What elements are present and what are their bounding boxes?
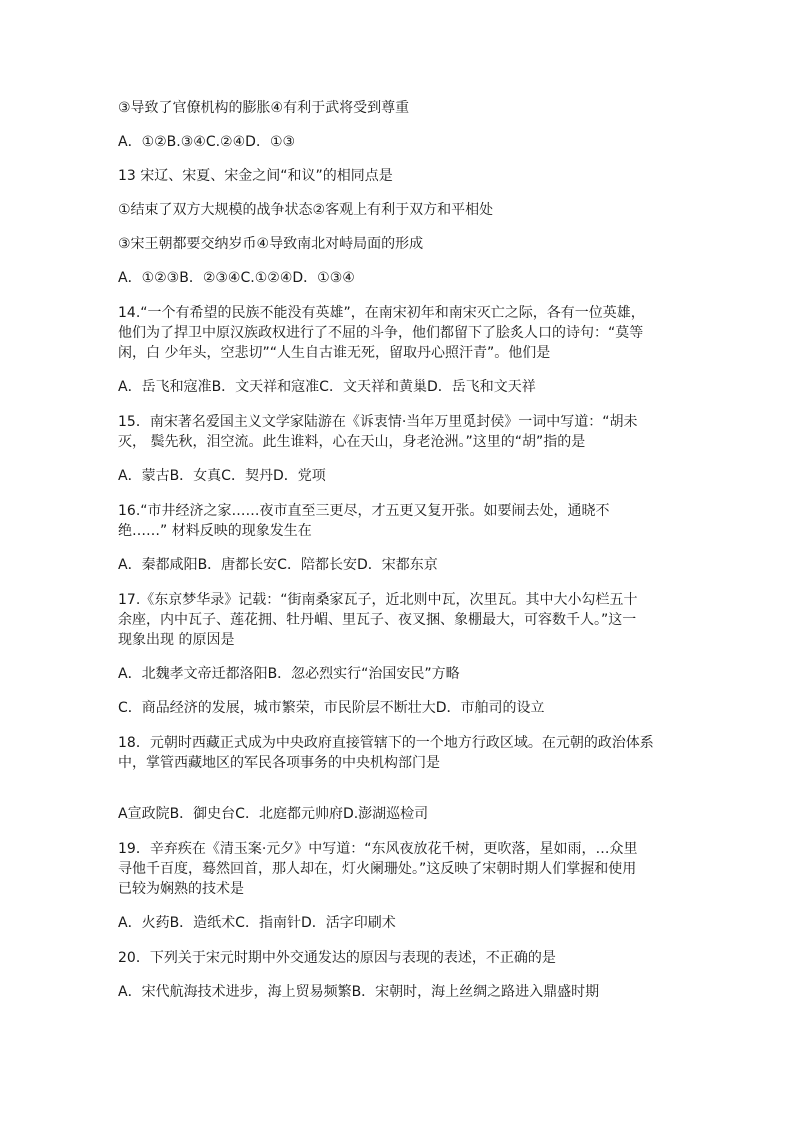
answer-options: A．①②B.③④C.②④D．①③ <box>118 134 296 150</box>
text-line: 闲，白 少年头，空悲切”“人生自古谁无死，留取丹心照汗青”。他们是 <box>118 345 551 361</box>
text-line: 绝……” 材料反映的现象发生在 <box>118 523 312 539</box>
answer-options: A．岳飞和寇准B．文天祥和寇准C．文天祥和黄巢D．岳飞和文天祥 <box>118 379 536 395</box>
question-14: 14.“一个有希望的民族不能没有英雄”，在南宋初年和南宋灭亡之际，各有一位英雄， <box>118 305 645 321</box>
text-line: 现象出现 的原因是 <box>118 632 235 648</box>
text-line: 中，掌管西藏地区的军民各项事务的中央机构部门是 <box>118 755 440 771</box>
text-line: 寻他千百度，蓦然回首，那人却在，灯火阑珊处。”这反映了宋朝时期人们掌握和使用 <box>118 861 637 877</box>
answer-options: A．秦都咸阳B．唐都长安C．陪都长安D．宋都东京 <box>118 557 438 573</box>
answer-options: C．商品经济的发展，城市繁荣，市民阶层不断壮大D．市舶司的设立 <box>118 700 545 716</box>
question-19: 19．辛弃疾在《清玉案·元夕》中写道：“东风夜放花千树，更吹落，星如雨，…众里 <box>118 841 638 857</box>
text-line: ③导致了官僚机构的膨胀④有利于武将受到尊重 <box>118 100 410 116</box>
question-13: 13 宋辽、宋夏、宋金之间“和议”的相同点是 <box>118 168 393 184</box>
answer-options: A．宋代航海技术进步，海上贸易频繁B．宋朝时，海上丝绸之路进入鼎盛时期 <box>118 984 600 1000</box>
question-17: 17.《东京梦华录》记载：“街南桑家瓦子，近北则中瓦，次里瓦。其中大小勾栏五十 <box>118 592 638 608</box>
answer-options: A．北魏孝文帝迁都洛阳B．忽必烈实行“治国安民”方略 <box>118 666 460 682</box>
text-line: 他们为了捍卫中原汉族政权进行了不屈的斗争，他们都留下了脍炙人口的诗句：“莫等 <box>118 325 644 341</box>
question-15: 15．南宋著名爱国主义文学家陆游在《诉衷情·当年万里觅封侯》一词中写道：“胡未 <box>118 414 638 430</box>
text-line: 已较为娴熟的技术是 <box>118 881 244 897</box>
text-line: ①结束了双方大规模的战争状态②客观上有利于双方和平相处 <box>118 202 494 218</box>
answer-options: A．①②③B．②③④C.①②④D．①③④ <box>118 270 355 286</box>
question-20: 20．下列关于宋元时期中外交通发达的原因与表现的表述，不正确的是 <box>118 950 556 966</box>
question-18: 18．元朝时西藏正式成为中央政府直接管辖下的一个地方行政区域。在元朝的政治体系 <box>118 735 654 751</box>
answer-options: A．火药B．造纸术C．指南针D．活字印刷术 <box>118 915 396 931</box>
text-line: ③宋王朝都要交纳岁币④导致南北对峙局面的形成 <box>118 236 424 252</box>
text-line: 灭， 鬓先秋，泪空流。此生谁料，心在天山，身老沧洲。”这里的“胡”指的是 <box>118 434 586 450</box>
answer-options: A宣政院B．御史台C．北庭都元帅府D.澎湖巡检司 <box>118 806 429 822</box>
text-line: 余座，内中瓦子、莲花拥、牡丹嵋、里瓦子、夜叉捆、象棚最大，可容数千人。”这一 <box>118 612 637 628</box>
question-16: 16.“市井经济之家……夜市直至三更尽，才五更又复开张。如要闹去处，通晓不 <box>118 503 610 519</box>
answer-options: A．蒙古B．女真C．契丹D．党项 <box>118 468 326 484</box>
